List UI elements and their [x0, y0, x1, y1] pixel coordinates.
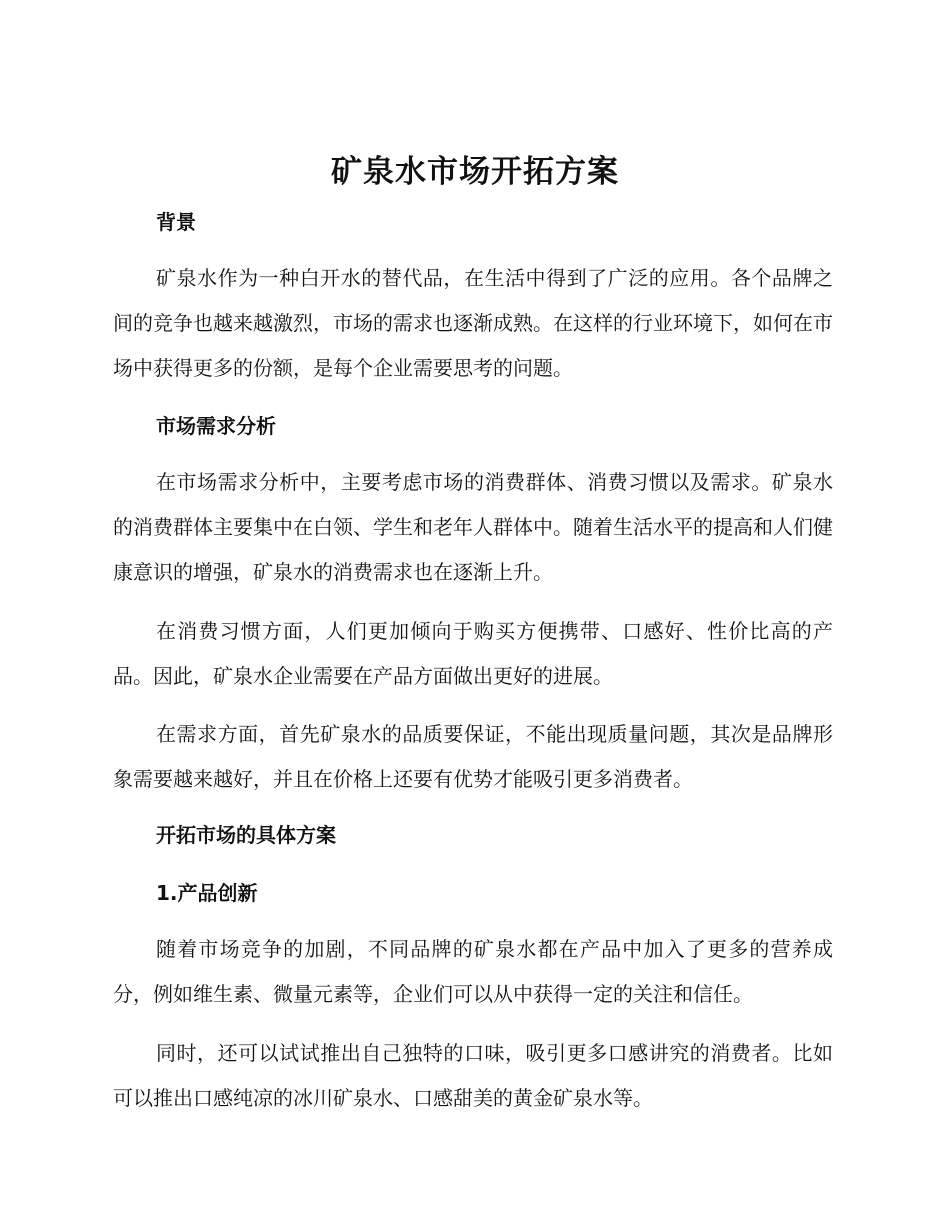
subheading-product-innovation: 1.产品创新 [156, 881, 258, 905]
section-heading-background: 背景 [156, 210, 196, 234]
section-heading-specific-plan: 开拓市场的具体方案 [156, 823, 336, 847]
section-heading-market-demand: 市场需求分析 [156, 414, 276, 438]
paragraph-product-innovation-1: 随着市场竞争的加剧，不同品牌的矿泉水都在产品中加入了更多的营养成分，例如维生素、微量元素等，企业们可以从中获得一定的关注和信任。 [113, 937, 833, 1006]
paragraph-market-demand-3: 在需求方面，首先矿泉水的品质要保证，不能出现质量问题，其次是品牌形象需要越来越好，并且在价格上还要有优势才能吸引更多消费者。 [113, 722, 833, 791]
paragraph-background: 矿泉水作为一种白开水的替代品，在生活中得到了广泛的应用。各个品牌之间的竞争也越来越激烈，市场的需求也逐渐成熟。在这样的行业环境下，如何在市场中获得更多的份额，是每个企业需要思考的问题。 [113, 266, 833, 380]
paragraph-market-demand-2: 在消费习惯方面，人们更加倾向于购买方便携带、口感好、性价比高的产品。因此，矿泉水企业需要在产品方面做出更好的进展。 [113, 619, 833, 688]
paragraph-market-demand-1: 在市场需求分析中，主要考虑市场的消费群体、消费习惯以及需求。矿泉水的消费群体主要集中在白领、学生和老年人群体中。随着生活水平的提高和人们健康意识的增强，矿泉水的消费需求也在逐渐上升。 [113, 470, 833, 584]
document-title: 矿泉水市场开拓方案 [331, 154, 619, 190]
paragraph-product-innovation-2: 同时，还可以试试推出自己独特的口味，吸引更多口感讲究的消费者。比如可以推出口感纯凉的冰川矿泉水、口感甜美的黄金矿泉水等。 [113, 1041, 833, 1110]
